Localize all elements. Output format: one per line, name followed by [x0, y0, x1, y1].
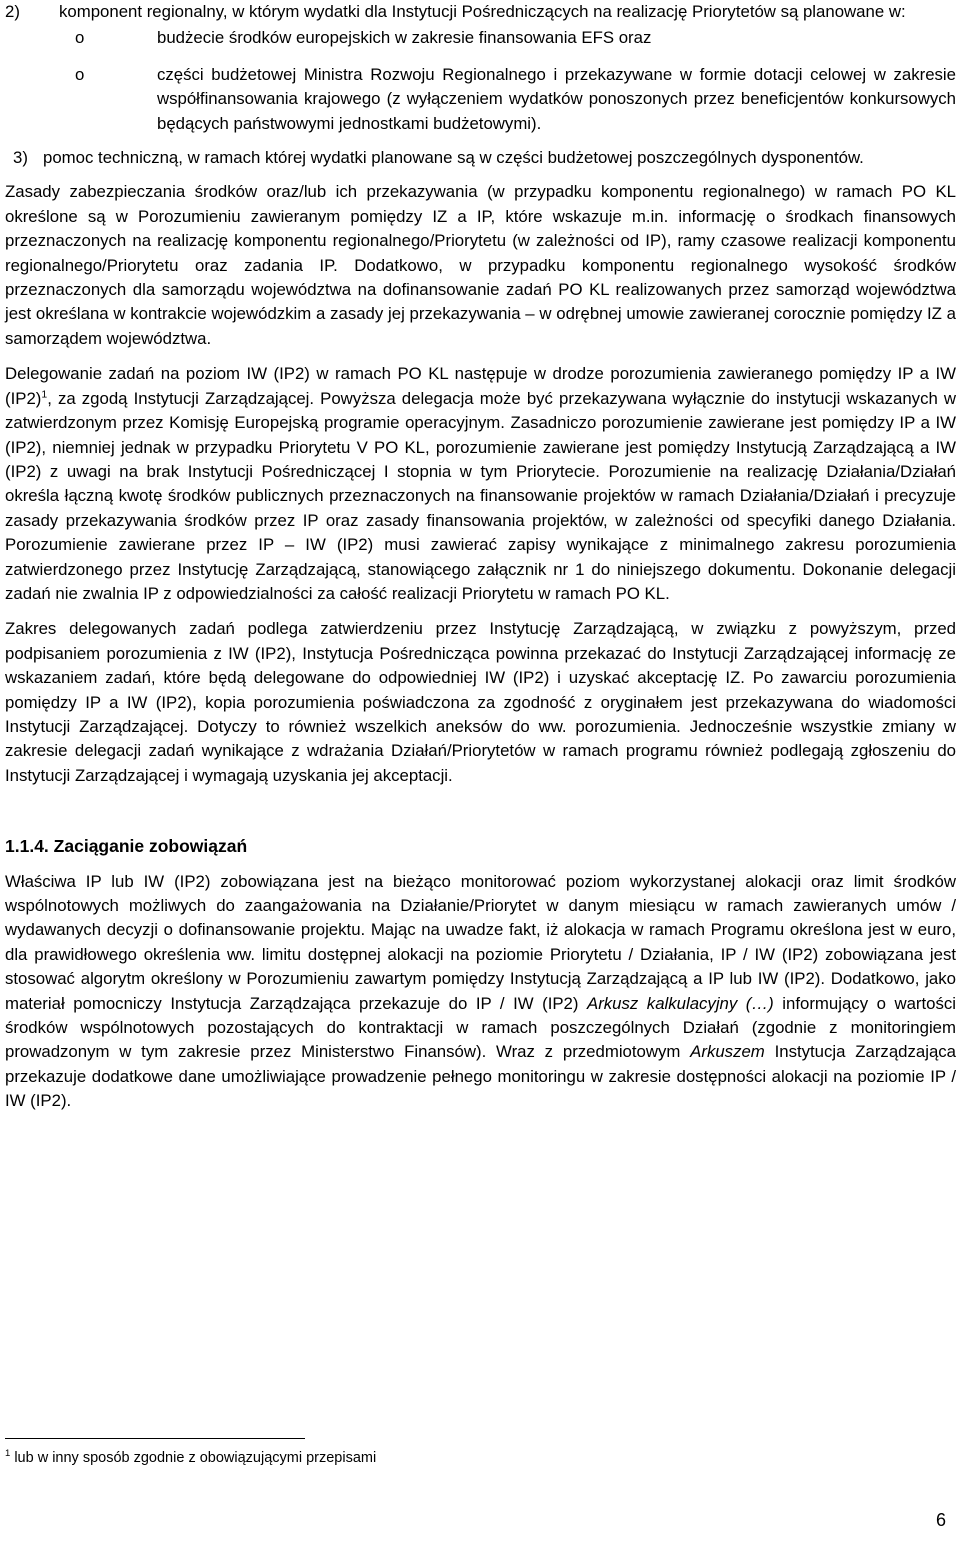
section-number: 1.1.4. — [5, 836, 49, 857]
list-item-text: komponent regionalny, w którym wydatki dla Instytucji Pośredniczących na realizację Priorytetów są planowane w: — [59, 2, 906, 21]
list-item-3 — [13, 146, 956, 170]
list-number: 2) — [5, 2, 20, 21]
bullet-item — [75, 26, 956, 50]
list-number: 3) — [13, 148, 28, 168]
page-number: 6 — [936, 1510, 947, 1530]
bullet-marker: o — [75, 64, 85, 84]
italic-text: Arkusz kalkulacyjny (…) — [587, 993, 774, 1013]
list-item-text: pomoc techniczną, w ramach której wydatki planowane są w części budżetowej poszczególnych dysponentów. — [43, 148, 864, 168]
bullet-text: budżecie środków europejskich w zakresie finansowania EFS oraz — [157, 28, 652, 48]
paragraph-text: Instytucja Zarządzająca przekazuje dodatkowe dane umożliwiające prowadzenie pełnego monitoringu w zakresie dostępności alokacji na poziomie IP / IW (IP2). — [5, 1042, 956, 1111]
paragraph-text: Delegowanie zadań na poziom IW (IP2) w ramach PO KL następuje w drodze porozumienia zawieranego pomiędzy IP a IW (IP2) — [5, 364, 956, 408]
paragraph-text: informujący o wartości środków wspólnotowych pozostających do kontraktacji w ramach poszczególnych Działań (zgodnie z monitoringiem prowadzonym w tym zakresie przez Ministerstwo Finansów). Wraz z przedmiotowym — [5, 993, 956, 1062]
paragraph-commitments — [5, 870, 956, 1114]
footnote-divider — [5, 1438, 305, 1439]
section-title: Zaciąganie zobowiązań — [53, 836, 248, 857]
list-item-2 — [5, 0, 956, 24]
paragraph-text: , za zgodą Instytucji Zarządzającej. Powyższa delegacja może być przekazywana wyłącznie do instytucji wskazanych w zatwierdzonym przez Komisję Europejską programie operacyjnym. Zasadniczo porozumienie zawierane jest pomiędzy IP a IW (IP2), niemniej jednak w przypadku Priorytetu V PO KL, porozumienie zawierane jest pomiędzy Instytucją Zarządzającą a IW (IP2) z uwagi na brak Instytucji Pośredniczącej I stopnia w tym Priorytecie. Porozumienie na realizację Działania/Działań określa łączną kwotę środków publicznych przeznaczonych na finansowanie projektów w ramach Działania/Działań i precyzuje zasady przekazywania środków przez IP oraz zasady finansowania projektów, w zależności od specyfiki danego Działania. Porozumienie zawierane przez IP – IW (IP2) musi zawierać zapisy wynikające z minimalnego zakresu porozumienia zatwierdzonego przez Instytucję Zarządzającą, stanowiącego załącznik nr 1 do niniejszego dokumentu. Dokonanie delegacji zadań nie zwalnia IP z odpowiedzialności za całość realizacji Priorytetu w ramach PO KL. — [5, 388, 956, 603]
paragraph-text: Właściwa IP lub IW (IP2) zobowiązana jest na bieżąco monitorować poziom wykorzystanej alokacji oraz limit środków wspólnotowych możliwych do zaangażowania na Działanie/Priorytet w danym miesiącu w ramach zawieranych umów / wydawanych decyzji o dofinansowanie projektu. Mając na uwadze fakt, iż alokacja w ramach Programu określona jest w euro, dla prawidłowego określenia ww. limitu dostępnej alokacji na poziomie Priorytetu / Działania, IP / IW (IP2) zobowiązana jest stosować algorytm określony w Porozumieniu zawartym pomiędzy Instytucją Zarządzającą a IP lub IW (IP2). Dodatkowo, jako materiał pomocniczy Instytucja Zarządzająca przekazuje do IP / IW (IP2) — [5, 871, 956, 1013]
bullet-marker: o — [75, 28, 85, 48]
footnote-marker: 1 — [5, 1448, 11, 1460]
footnote-text: lub w inny sposób zgodnie z obowiązującymi przepisami — [10, 1450, 377, 1466]
document-page — [5, 0, 956, 1114]
bullet-item — [75, 63, 956, 136]
italic-text: Arkuszem — [690, 1042, 765, 1062]
paragraph-scope: Zakres delegowanych zadań podlega zatwierdzeniu przez Instytucję Zarządzającą, w związku z powyższym, przed podpisaniem porozumienia z IW (IP2), Instytucja Pośrednicząca powinna przekazać do Instytucji Zarządzającej informację ze wskazaniem zadań, które będą delegowane do odpowiedniej IW (IP2) i uzyskać akceptację IZ. Po zawarciu porozumienia pomiędzy IP a IW (IP2), kopia porozumienia poświadczona za zgodność z oryginałem jest przekazywana do wiadomości Instytucji Zarządzającej. Dotyczy to również wszelkich aneksów do ww. porozumienia. Jednocześnie wszystkie zmiany w zakresie delegacji zadań wynikające z wdrażania Działań/Priorytetów w ramach programu również podlegają zgłoszeniu do Instytucji Zarządzającej i wymagają uzyskania jej akceptacji. — [5, 619, 956, 785]
paragraph-funding-rules: Zasady zabezpieczania środków oraz/lub ich przekazywania (w przypadku komponentu regionalnego) w ramach PO KL określone są w Porozumieniu zawieranym pomiędzy IZ a IP, które wskazuje m.in. informację o środkach finansowych przeznaczonych na realizację komponentu regionalnego/Priorytetu (w zależności od IP), ramy czasowe realizacji komponentu regionalnego/Priorytetu oraz zadania IP. Dodatkowo, w przypadku komponentu regionalnego wysokość środków przeznaczonych dla samorządu województwa na dofinansowanie zadań PO KL realizowanych przez samorząd województwa jest określana w kontrakcie wojewódzkim a zasady jej przekazywania – w odrębnej umowie zawieranej corocznie pomiędzy IZ a samorządem województwa. — [5, 182, 956, 348]
paragraph-delegation — [5, 362, 956, 606]
bullet-text: części budżetowej Ministra Rozwoju Regionalnego i przekazywane w formie dotacji celowej w zakresie współfinansowania krajowego (z wyłączeniem wydatków ponoszonych przez beneficjentów konkursowych będących państwowymi jednostkami budżetowymi). — [157, 64, 956, 133]
footnote — [5, 1448, 376, 1468]
section-heading — [5, 834, 956, 858]
footnote-reference: 1 — [41, 388, 48, 401]
